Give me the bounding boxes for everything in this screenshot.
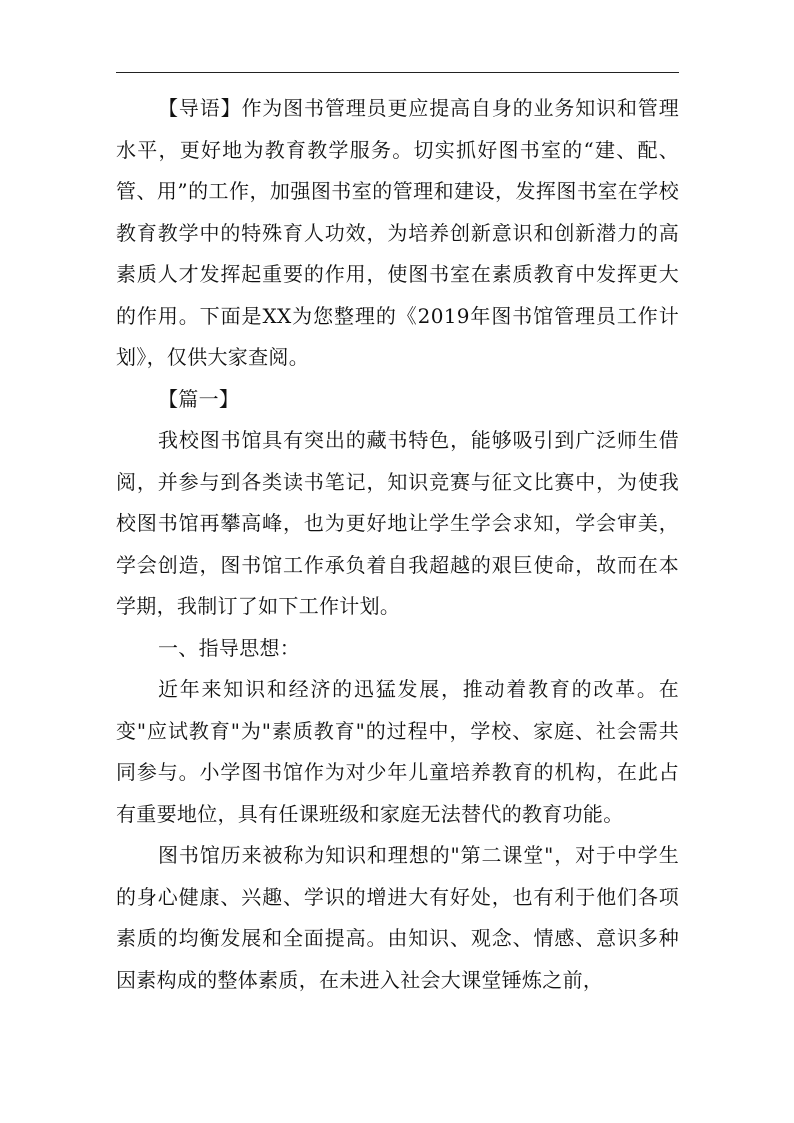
document-body xyxy=(116,88,679,1001)
body-paragraph: 我校图书馆具有突出的藏书特色，能够吸引到广泛师生借阅，并参与到各类读书笔记，知识竞赛与征文比赛中，为使我校图书馆再攀高峰，也为更好地让学生学会求知，学会审美，学会创造，图书馆工作承负着自我超越的艰巨使命，故而在本学期，我制订了如下工作计划。 xyxy=(116,428,679,618)
intro-paragraph: 【导语】作为图书管理员更应提高自身的业务知识和管理水平，更好地为教育教学服务。切实抓好图书室的“建、配、管、用”的工作，加强图书室的管理和建设，发挥图书室在学校教育教学中的特殊育人功效，为培养创新意识和创新潜力的高素质人才发挥起重要的作用，使图书室在素质教育中发挥更大的作用。下面是XX为您整理的《2019年图书馆管理员工作计划》，仅供大家查阅。 xyxy=(116,96,679,369)
section-heading-part-one: 【篇一】 xyxy=(158,386,240,411)
header-rule xyxy=(116,72,679,73)
body-paragraph: 图书馆历来被称为知识和理想的"第二课堂"，对于中学生的身心健康、兴趣、学识的增进大有好处，也有利于他们各项素质的均衡发展和全面提高。由知识、观念、情感、意识多种因素构成的整体素质，在未进入社会大课堂锤炼之前， xyxy=(116,843,679,992)
subheading-guiding-ideology: 一、指导思想： xyxy=(158,635,301,660)
body-paragraph: 近年来知识和经济的迅猛发展，推动着教育的改革。在变"应试教育"为"素质教育"的过程中，学校、家庭、社会需共同参与。小学图书馆作为对少年儿童培养教育的机构，在此占有重要地位，具有任课班级和家庭无法替代的教育功能。 xyxy=(116,677,679,826)
